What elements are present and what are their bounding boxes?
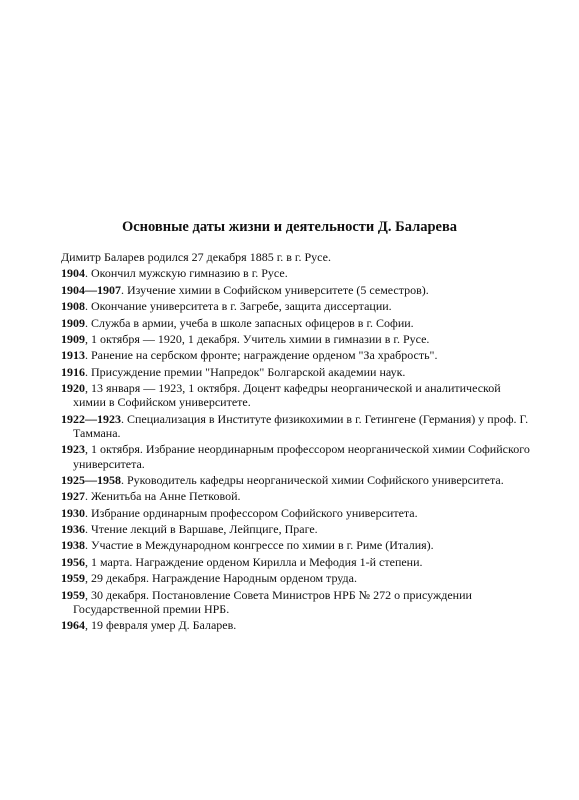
entry-text: , 19 февраля умер Д. Баларев.: [85, 618, 237, 633]
entry-text: , 1 марта. Награждение орденом Кирилла и Мефодия 1-й степени.: [85, 554, 423, 569]
entry-year: 1920: [61, 381, 85, 396]
page-title: Основные даты жизни и деятельности Д. Баларева: [121, 219, 458, 235]
entry-text: . Присуждение премии "Напредок" Болгарской академии наук.: [85, 364, 406, 379]
entry-text: . Специализация в Институте физикохимии в г. Гетингене (Германия) у проф. Г. Таммана.: [73, 411, 529, 440]
entry-year: 1922—1923: [61, 411, 121, 426]
entry-year: 1904—1907: [61, 282, 121, 297]
entry-year: 1925—1958: [61, 472, 121, 487]
entry-year: 1923: [61, 442, 85, 457]
entry-text: , 30 декабря. Постановление Совета Министров НРБ № 272 о присуждении Государственной премии НРБ.: [73, 587, 472, 616]
chronology-entry: [61, 538, 535, 552]
chronology-entry: [61, 365, 535, 379]
entry-text: . Служба в армии, учеба в школе запасных офицеров в г. Софии.: [85, 315, 414, 330]
entry-year: 1908: [61, 299, 85, 314]
chronology-entry: [61, 588, 535, 616]
chronology-entry: [61, 473, 535, 487]
entry-year: 1959: [61, 571, 85, 586]
entry-text: . Избрание ординарным профессором Софийского университета.: [85, 505, 418, 520]
entry-text: , 1 октября — 1920, 1 декабря. Учитель химии в гимназии в г. Русе.: [85, 331, 430, 346]
chronology-entry: [61, 571, 535, 585]
chronology-entry: [61, 299, 535, 313]
chronology-entry: [61, 506, 535, 520]
entry-year: 1936: [61, 522, 85, 537]
entry-year: 1916: [61, 364, 85, 379]
entry-year: 1909: [61, 331, 85, 346]
chronology-entry: [61, 316, 535, 330]
chronology-entry: [61, 348, 535, 362]
entry-text: . Окончил мужскую гимназию в г. Русе.: [85, 266, 288, 281]
chronology-list: [61, 250, 535, 635]
entry-text: . Участие в Международном конгрессе по химии в г. Риме (Италия).: [85, 538, 434, 553]
chronology-entry: [61, 555, 535, 569]
entry-year: 1927: [61, 489, 85, 504]
entry-text: , 1 октября. Избрание неординарным профессором неорганической химии Софийского университета.: [73, 442, 530, 471]
entry-text: , 29 декабря. Награждение Народным орденом труда.: [85, 571, 357, 586]
entry-text: . Изучение химии в Софийском университете (5 семестров).: [121, 282, 429, 297]
entry-text: . Ранение на сербском фронте; награждение орденом "За храбрость".: [85, 348, 438, 363]
entry-text: . Чтение лекций в Варшаве, Лейпциге, Праге.: [85, 522, 318, 537]
entry-year: 1959: [61, 587, 85, 602]
chronology-entry: [61, 522, 535, 536]
chronology-entry: [61, 250, 535, 264]
chronology-entry: [61, 412, 535, 440]
entry-year: 1904: [61, 266, 85, 281]
entry-year: 1930: [61, 505, 85, 520]
chronology-entry: [61, 489, 535, 503]
entry-text: Димитр Баларев родился 27 декабря 1885 г. в г. Русе.: [61, 250, 331, 264]
entry-year: 1956: [61, 554, 85, 569]
entry-text: , 13 января — 1923, 1 октября. Доцент кафедры неорганической и аналитической химии в Софийском университете.: [73, 381, 501, 410]
entry-text: . Женитьба на Анне Петковой.: [85, 489, 241, 504]
chronology-entry: [61, 283, 535, 297]
chronology-entry: [61, 618, 535, 632]
entry-year: 1938: [61, 538, 85, 553]
entry-year: 1913: [61, 348, 85, 363]
entry-year: 1964: [61, 618, 85, 633]
entry-text: . Окончание университета в г. Загребе, защита диссертации.: [85, 299, 392, 314]
chronology-entry: [61, 332, 535, 346]
chronology-entry: [61, 442, 535, 470]
chronology-entry: [61, 381, 535, 409]
entry-year: 1909: [61, 315, 85, 330]
entry-text: . Руководитель кафедры неорганической химии Софийского университета.: [121, 472, 504, 487]
chronology-entry: [61, 266, 535, 280]
